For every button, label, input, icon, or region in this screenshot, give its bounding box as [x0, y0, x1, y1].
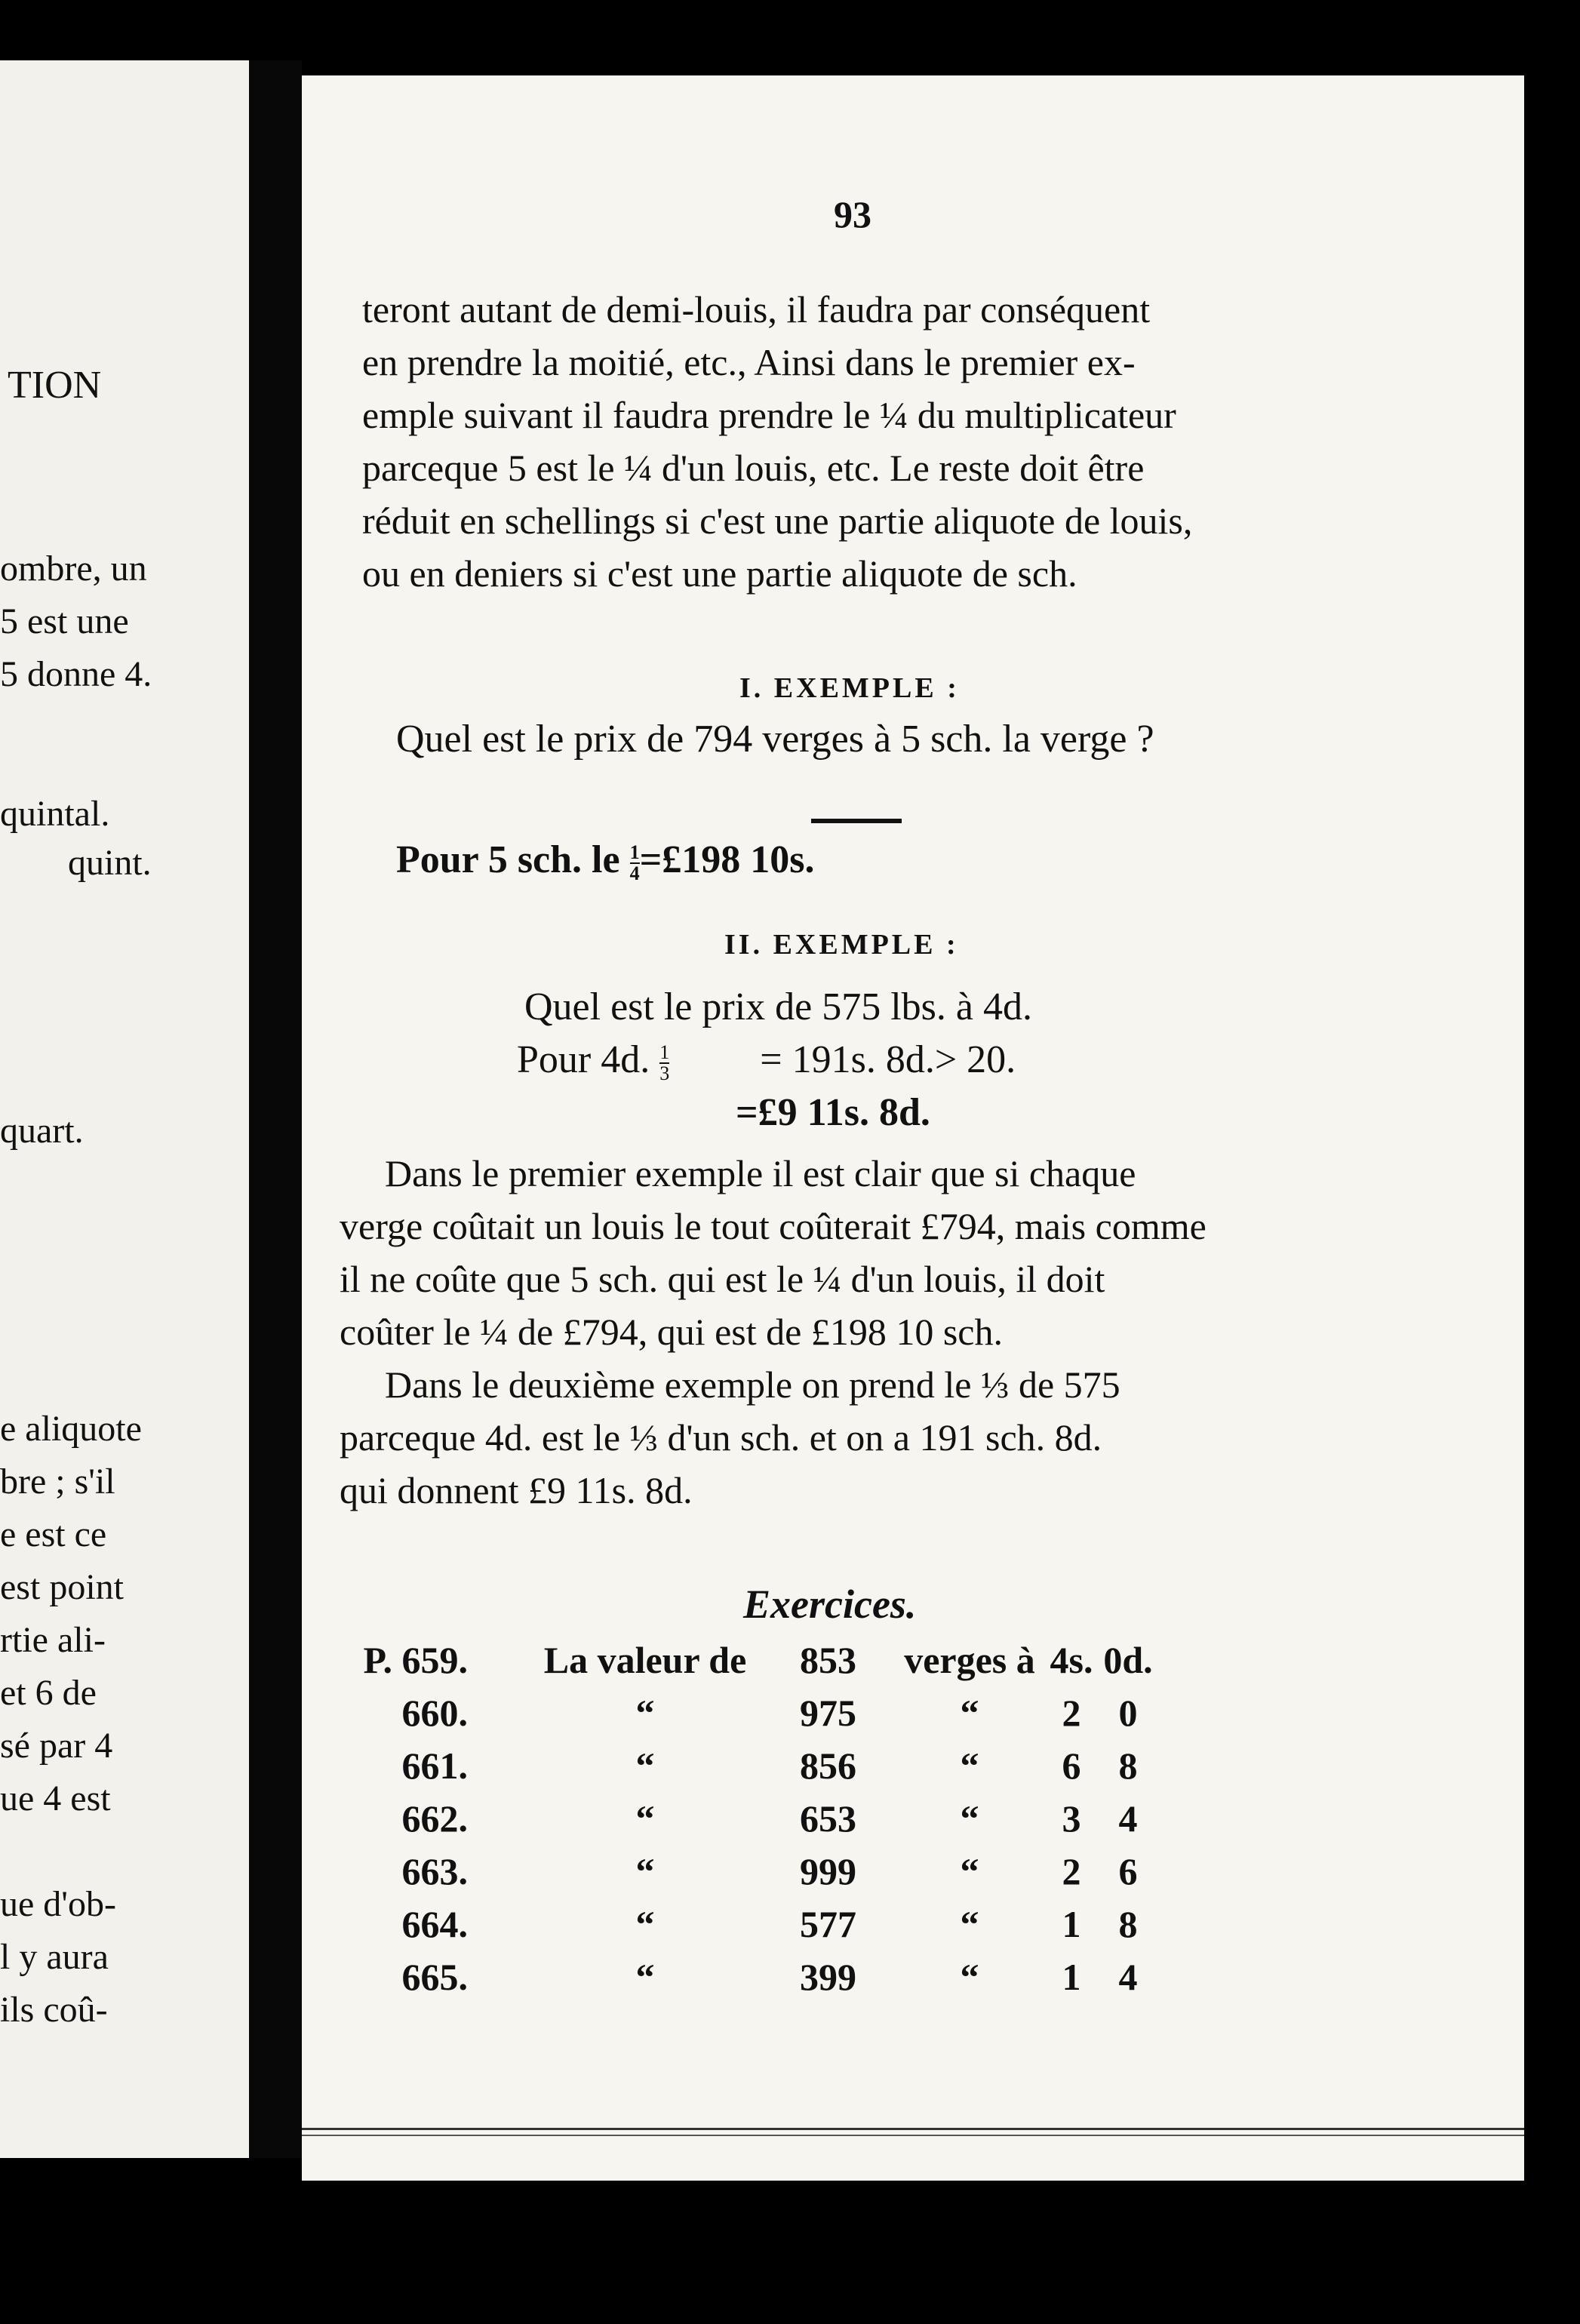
text-line: en prendre la moitié, etc., Ainsi dans le premier ex- — [362, 341, 1136, 383]
exercise-description: La valeur de — [543, 1639, 747, 1681]
explanation-paragraph — [340, 1147, 1373, 1517]
exercise-quantity: 856 — [800, 1745, 856, 1787]
fraction-third — [659, 1043, 669, 1084]
text-line: coûter le ¼ de £794, qui est de £198 10 sch. — [340, 1311, 1003, 1353]
exercise-row — [347, 1739, 1154, 1792]
exercise-row — [347, 1898, 1154, 1950]
example2-line3: =£9 11s. 8d. — [736, 1091, 930, 1134]
left-line: ils coû- — [0, 1990, 108, 2030]
line2-prefix: Pour 4d. — [517, 1038, 660, 1081]
exercise-description: “ — [635, 1956, 655, 1998]
fraction-quarter — [630, 843, 640, 884]
exercise-pence: 0 — [1118, 1692, 1138, 1734]
text-line: parceque 5 est le ¼ d'un louis, etc. Le reste doit être — [362, 447, 1145, 489]
text-line: teront autant de demi-louis, il faudra par conséquent — [362, 288, 1151, 330]
left-line: e aliquote — [0, 1409, 142, 1449]
text-line: parceque 4d. est le ⅓ d'un sch. et on a 191 sch. 8d. — [340, 1416, 1102, 1459]
example1-heading: I. EXEMPLE : — [739, 672, 960, 704]
exercise-quantity: 853 — [800, 1639, 856, 1681]
exercise-shillings: 2 — [1062, 1692, 1081, 1734]
exercise-description: “ — [635, 1903, 655, 1945]
exercises-title: Exercices. — [743, 1582, 917, 1627]
exercise-unit: “ — [960, 1956, 979, 1998]
left-line: 5 est une — [0, 601, 129, 641]
example2-line2 — [517, 1038, 1016, 1084]
book-spine — [249, 60, 302, 2158]
text-line: Dans le deuxième exemple on prend le ⅓ de 575 — [385, 1363, 1120, 1406]
exercise-number: 664. — [401, 1903, 468, 1945]
exercise-description: “ — [635, 1745, 655, 1787]
page-number: 93 — [834, 193, 871, 235]
left-line: quart. — [0, 1111, 84, 1151]
text-line: qui donnent £9 11s. 8d. — [340, 1469, 693, 1511]
exercise-row — [347, 1686, 1154, 1739]
answer-prefix: Pour 5 sch. le — [396, 838, 630, 881]
left-line: sé par 4 — [0, 1726, 113, 1766]
exercise-pence: 8 — [1118, 1903, 1138, 1945]
denominator: 4 — [629, 862, 640, 885]
left-line: 5 donne 4. — [0, 654, 152, 694]
left-page-fragment — [0, 60, 249, 2158]
exercise-quantity: 399 — [800, 1956, 856, 1998]
left-line: ombre, un — [0, 549, 147, 589]
example2-question: Quel est le prix de 575 lbs. à 4d. — [524, 985, 1032, 1028]
left-line: TION — [8, 364, 102, 407]
line2-suffix: = 191s. 8d.> 20. — [760, 1038, 1016, 1081]
exercise-unit: “ — [960, 1797, 979, 1840]
exercise-unit: verges à — [904, 1639, 1035, 1681]
left-line: quintal. — [0, 794, 110, 834]
exercise-quantity: 577 — [800, 1903, 856, 1945]
left-line: ue d'ob- — [0, 1884, 116, 1924]
exercise-unit: “ — [960, 1745, 979, 1787]
left-line: rtie ali- — [0, 1620, 106, 1660]
text-line: ou en deniers si c'est une partie aliquote de sch. — [362, 552, 1077, 595]
exercise-number: 661. — [401, 1745, 468, 1787]
exercise-pence: 6 — [1118, 1850, 1138, 1892]
example1-question: Quel est le prix de 794 verges à 5 sch. la verge ? — [396, 718, 1154, 761]
text-line: il ne coûte que 5 sch. qui est le ¼ d'un louis, il doit — [340, 1258, 1105, 1300]
exercise-number: 663. — [401, 1850, 468, 1892]
text-line: verge coûtait un louis le tout coûterait £794, mais comme — [340, 1205, 1207, 1247]
exercise-number: 665. — [401, 1956, 468, 1998]
text-line: emple suivant il faudra prendre le ¼ du multiplicateur — [362, 394, 1176, 436]
intro-paragraph — [362, 283, 1358, 600]
exercise-pence: 8 — [1118, 1745, 1138, 1787]
exercise-description: “ — [635, 1692, 655, 1734]
exercise-number: 662. — [401, 1797, 468, 1840]
exercise-shillings: 6 — [1062, 1745, 1081, 1787]
exercise-shillings: 1 — [1062, 1903, 1081, 1945]
exercise-shillings: 1 — [1062, 1956, 1081, 1998]
bottom-rule — [302, 2128, 1524, 2136]
left-line: l y aura — [0, 1937, 109, 1977]
example2-heading: II. EXEMPLE : — [724, 929, 959, 961]
exercise-row — [347, 1792, 1154, 1845]
exercise-quantity: 999 — [800, 1850, 856, 1892]
left-line: est point — [0, 1567, 124, 1607]
exercise-number: P. 659. — [363, 1639, 468, 1681]
exercises-table — [347, 1634, 1154, 2003]
left-line: quint. — [68, 843, 152, 883]
text-line: Dans le premier exemple il est clair que si chaque — [385, 1152, 1136, 1194]
exercise-pence: 4 — [1118, 1956, 1138, 1998]
exercise-unit: “ — [960, 1850, 979, 1892]
exercise-pence: 4 — [1118, 1797, 1138, 1840]
left-line: e est ce — [0, 1514, 107, 1554]
exercise-shillings: 4s. — [1050, 1639, 1093, 1681]
exercise-description: “ — [635, 1797, 655, 1840]
numerator: 1 — [629, 841, 640, 864]
exercise-row — [347, 1845, 1154, 1898]
left-line: bre ; s'il — [0, 1462, 115, 1502]
exercise-unit: “ — [960, 1903, 979, 1945]
exercise-number: 660. — [401, 1692, 468, 1734]
left-line: ue 4 est — [0, 1778, 111, 1818]
example1-answer — [396, 838, 814, 884]
denominator: 3 — [659, 1062, 670, 1085]
exercise-quantity: 653 — [800, 1797, 856, 1840]
answer-suffix: =£198 10s. — [639, 838, 815, 881]
exercise-shillings: 3 — [1062, 1797, 1081, 1840]
exercise-pence: 0d. — [1103, 1639, 1153, 1681]
exercise-shillings: 2 — [1062, 1850, 1081, 1892]
numerator: 1 — [659, 1041, 670, 1064]
exercise-unit: “ — [960, 1692, 979, 1734]
divider-rule — [811, 819, 902, 823]
exercise-row — [347, 1950, 1154, 2003]
left-line: et 6 de — [0, 1673, 97, 1713]
exercise-description: “ — [635, 1850, 655, 1892]
text-line: réduit en schellings si c'est une partie aliquote de louis, — [362, 500, 1193, 542]
exercise-quantity: 975 — [800, 1692, 856, 1734]
exercise-row — [347, 1634, 1154, 1686]
right-page — [302, 75, 1524, 2181]
